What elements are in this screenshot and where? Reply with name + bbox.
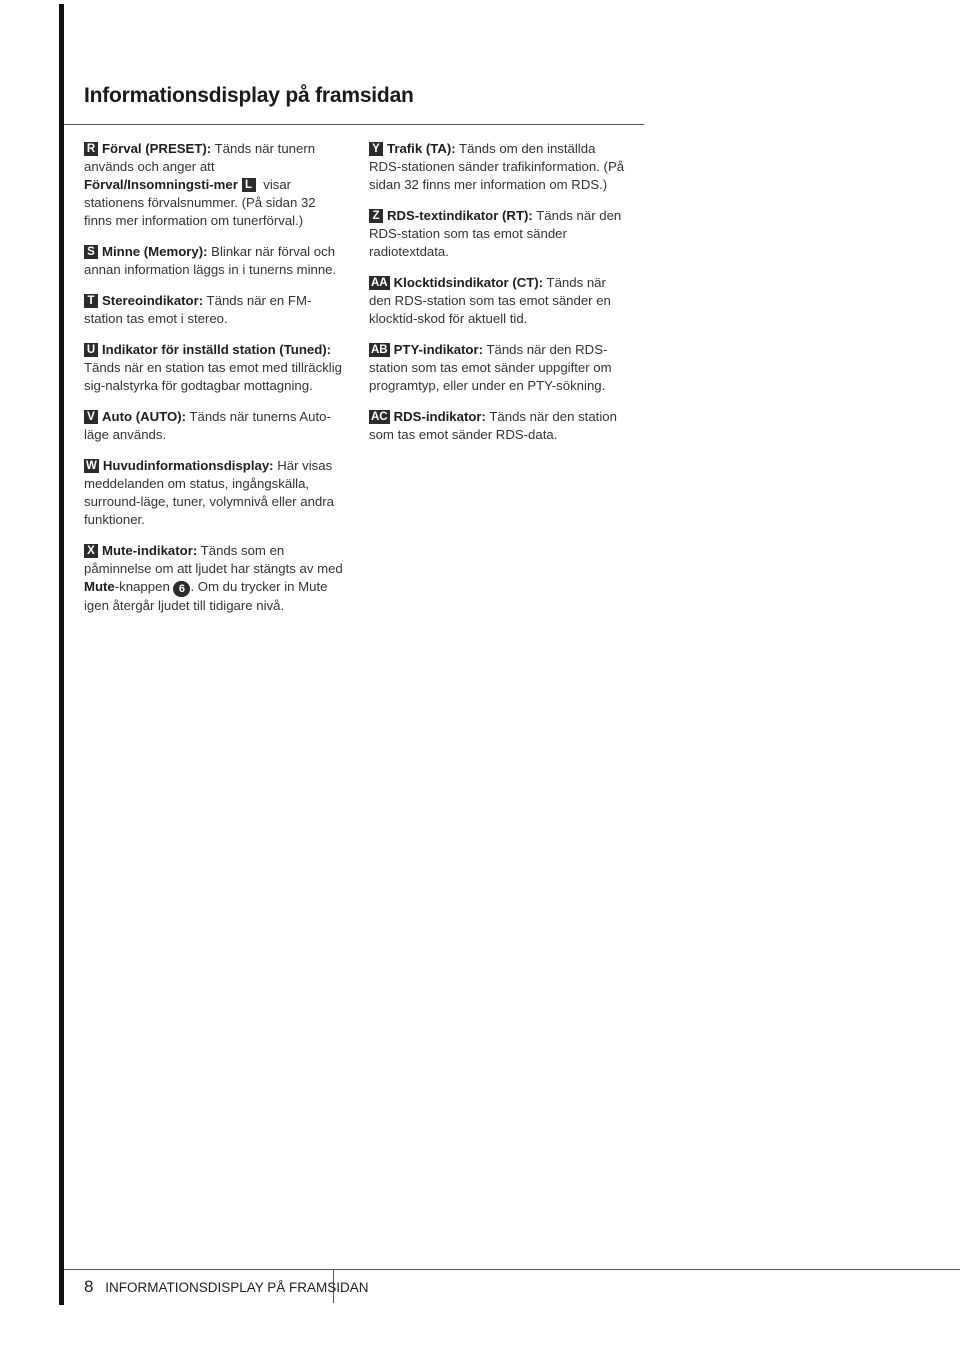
feature-term: Klocktidsindikator (CT): [393,275,544,290]
feature-description: Tänds som en påminnelse om att ljudet har stängts av med [84,543,343,576]
feature-description: Tänds när den RDS-station som tas emot sänder radiotextdata. [369,208,622,259]
feature-term: Mute-indikator: [102,543,198,558]
callout-letter-badge: AA [371,277,388,289]
feature-term: PTY-indikator: [393,342,484,357]
feature-term: RDS-indikator: [393,409,486,424]
feature-term: RDS-textindikator (RT): [387,208,533,223]
feature-item [84,243,346,279]
feature-term: Minne (Memory): [102,244,208,259]
feature-term: Indikator för inställd station (Tuned): [102,342,332,357]
feature-description: Tänds när den RDS-station som tas emot sänder en klocktid-skod för aktuell tid. [369,275,611,326]
feature-description: Här visas meddelanden om status, ingångskälla, surround-läge, tuner, volymnivå eller andra funktioner. [84,458,334,527]
feature-item [369,408,631,444]
callout-letter-badge: L [242,178,256,192]
callout-letter-badge: AC [371,411,388,423]
left-column [84,140,346,628]
feature-description: visar stationens förvalsnummer. (På sidan 32 finns mer information om tunerförval.) [84,177,316,228]
feature-description: Tänds när tunerns Auto-läge används. [84,409,331,442]
feature-description: Tänds när en FM-station tas emot i stereo. [84,293,312,326]
callout-letter-badge: R [84,142,98,156]
feature-description: Blinkar när förval och annan information läggs in i tunerns minne. [84,244,337,277]
feature-item [84,140,346,230]
feature-item [84,542,346,615]
feature-item [84,408,346,444]
feature-item [369,140,631,194]
right-column [369,140,631,457]
left-margin-rule [59,4,64,1305]
feature-description: -knappen [114,579,174,594]
feature-term: Förval (PRESET): [102,141,212,156]
callout-letter-badge: U [84,343,98,357]
feature-description: Tänds när den RDS-station som tas emot sänder uppgifter om programtyp, eller under en PTY-sökning. [369,342,612,393]
callout-letter-badge: AB [371,344,388,356]
feature-description: Tänds om den inställda RDS-stationen sänder trafikinformation. (På sidan 32 finns mer information om RDS.) [369,141,625,192]
feature-item [84,292,346,328]
feature-item [369,341,631,395]
button-number-badge: 6 [173,581,190,597]
feature-term: Huvudinformationsdisplay: [102,458,274,473]
footer-rule [64,1269,960,1270]
page-title: Informationsdisplay på framsidan [84,84,414,107]
feature-description: Tänds när en station tas emot med tillräcklig sig-nalstyrka för godtagbar mottagning. [84,360,343,393]
callout-letter-badge: X [84,544,98,558]
callout-letter-badge: T [84,294,98,308]
feature-term: Trafik (TA): [387,141,456,156]
feature-item [84,341,346,395]
feature-term: Auto (AUTO): [102,409,186,424]
feature-term: Mute [84,579,115,594]
feature-term: Förval/Insomningsti-mer [84,177,238,192]
callout-letter-badge: Y [369,142,383,156]
header-rule [64,124,644,125]
feature-description: Tänds när tunern används och anger att [84,141,316,174]
page-footer [84,1277,369,1297]
page-number: 8 [84,1277,94,1296]
feature-description: Tänds när den station som tas emot sänder RDS-data. [369,409,617,442]
callout-letter-badge: V [84,410,98,424]
feature-description: . Om du trycker in Mute igen återgår ljudet till tidigare nivå. [84,579,328,613]
feature-item [369,274,631,328]
callout-letter-badge: Z [369,209,383,223]
feature-term: Stereoindikator: [102,293,204,308]
callout-letter-badge: S [84,245,98,259]
footer-section-title: INFORMATIONSDISPLAY PÅ FRAMSIDAN [105,1280,369,1295]
feature-item [84,457,346,529]
feature-item [369,207,631,261]
callout-letter-badge: W [86,460,97,472]
